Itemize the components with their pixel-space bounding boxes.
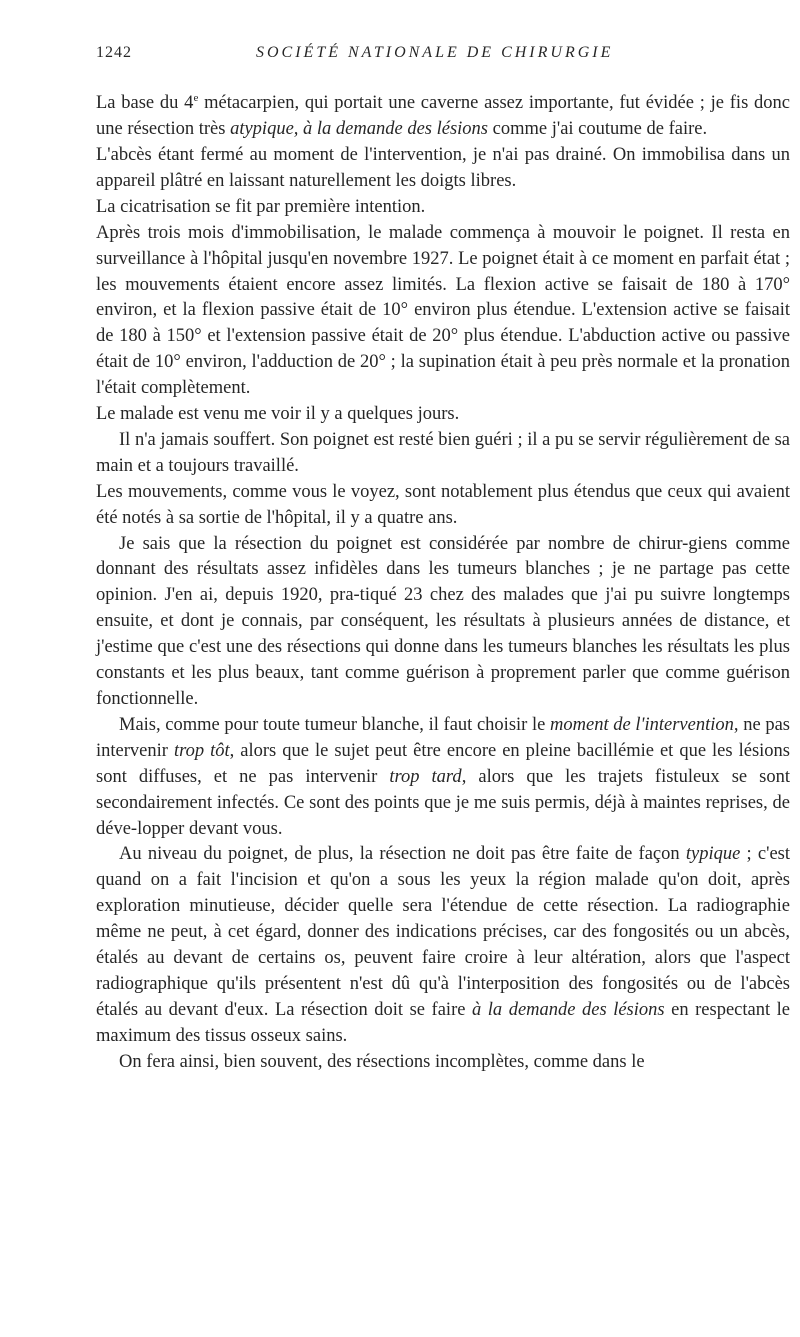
italic-run: à la demande des lésions [471,999,665,1020]
text-run: , alors que le sujet peut être encore en pleine bacillémie et que les lésions sont diffuses, et ne pas intervenir [96,740,790,787]
body-text [96,86,790,1076]
paragraph-1 [96,86,790,143]
text-run: comme j'ai coutume de faire. [488,119,708,140]
page-number: 1242 [96,44,132,61]
running-head: SOCIÉTÉ NATIONALE DE CHIRURGIE [256,44,614,61]
paragraph-2: L'abcès étant fermé au moment de l'intervention, je n'ai pas drainé. On immobilisa dans un appareil plâtré en laissant naturellement les doigts libres. [96,144,790,191]
italic-run: atypique, à la demande des lésions [230,119,489,140]
italic-run: typique [685,844,741,865]
superscript: e [193,92,199,104]
text-run: en respectant le maximum des tissus osseux sains. [96,999,791,1046]
paragraph-10 [96,842,790,1049]
paragraph-9 [96,713,790,843]
text-run: ; c'est quand on a fait l'incision et qu'on a sous les yeux la région malade qu'on doit, après exploration minutieuse, décider quelle sera l'étendue de cette résection. La radiographie même ne peut, à cet égard, donner des indications précises, car des fongosités ou un abcès, étalés au devant de certains os, peuvent faire croire à leur altération, alors que l'aspect radiographique qu'ils présentent n'est dû qu'à l'interposition des fongosités ou de l'abcès étalés au devant d'eux. La résection doit se faire [96,844,790,1020]
text-run: , ne pas intervenir [96,714,790,761]
paragraph-4: Après trois mois d'immobilisation, le malade commença à mouvoir le poignet. Il resta en surveillance à l'hôpital jusqu'en novembre 1927. Le poignet était à ce moment en parfait état ; les mouvements étaient encore assez limités. La flexion active se faisait de 180 à 170° environ, et la flexion passive était de 10° environ plus étendue. L'extension active se faisait de 180 à 150° et l'extension passive était de 20° plus étendue. L'abduction active ou passive était de 10° environ, l'adduction de 20° ; la supination était à peu près normale et la pronation l'était complètement. [96,222,790,399]
text-run: La base du 4 [96,93,194,114]
paragraph-5: Le malade est venu me voir il y a quelques jours. [96,404,460,425]
paragraph-8: Je sais que la résection du poignet est considérée par nombre de chirur-giens comme donnant des résultats assez infidèles dans les tumeurs blanches ; je ne partage pas cette opinion. J'en ai, depuis 1920, pra-tiqué 23 chez des malades que j'ai pu suivre longtemps ensuite, et dont je connais, par conséquent, les résultats à plusieurs années de distance, et j'estime que c'est une des résections qui donne dans les tumeurs blanches les résultats les plus constants et les plus beaux, tant comme guérison à proprement parler que comme guérison fonctionnelle. [96,533,790,709]
paragraph-6: Il n'a jamais souffert. Son poignet est resté bien guéri ; il a pu se servir régulièrement de sa main et a toujours travaillé. [96,429,790,476]
text-run: Au niveau du poignet, de plus, la résection ne doit pas être faite de façon [119,844,686,865]
page-header [96,44,736,68]
text-run: Mais, comme pour toute tumeur blanche, il faut choisir le [119,714,551,735]
italic-run: moment de l'intervention [550,714,734,735]
italic-run: trop tard [389,766,462,787]
text-run: métacarpien, qui portait une caverne assez importante, fut évidée ; je fis donc une résection très [96,93,790,140]
paragraph-7: Les mouvements, comme vous le voyez, sont notablement plus étendus que ceux qui avaient été notés à sa sortie de l'hôpital, il y a quatre ans. [96,481,790,528]
italic-run: trop tôt [173,740,230,761]
text-run: , alors que les trajets fistuleux se sont secondairement infectés. Ce sont des points que je me suis permis, déjà à maintes reprises, de déve-lopper devant vous. [96,766,791,839]
paragraph-11: On fera ainsi, bien souvent, des résections incomplètes, comme dans le [119,1051,645,1072]
paragraph-3: La cicatrisation se fit par première intention. [96,196,426,217]
